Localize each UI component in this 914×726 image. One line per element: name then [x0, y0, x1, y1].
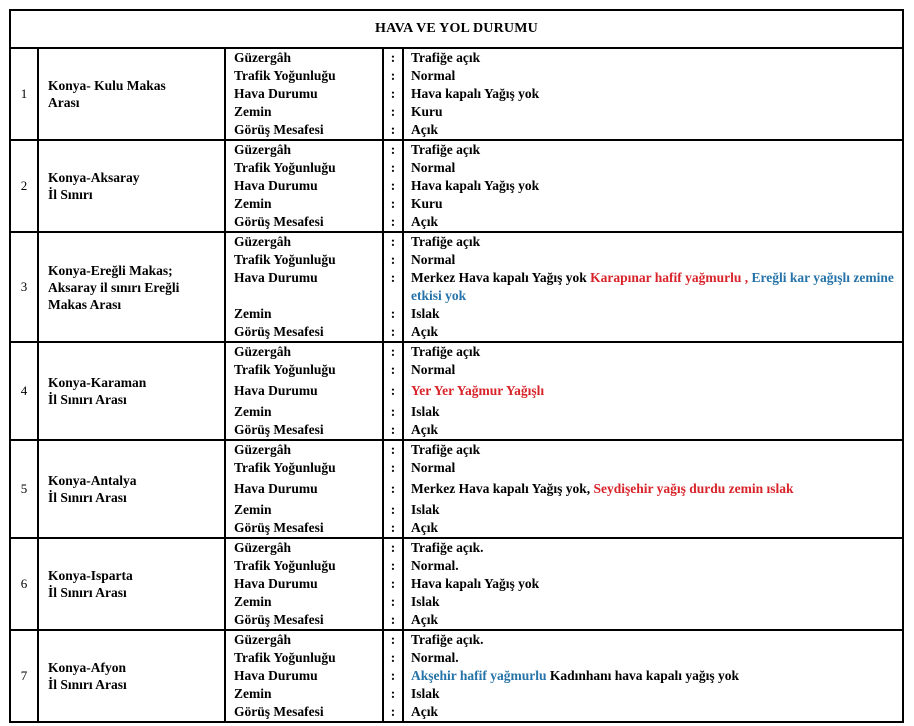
colon-separator: :	[390, 122, 396, 137]
field-separators	[383, 630, 403, 722]
table-row	[10, 630, 903, 722]
field-value-traffic: Normal.	[411, 558, 459, 573]
colon-separator: :	[390, 306, 396, 321]
field-label-weather: Hava Durumu	[234, 576, 318, 591]
weather-text-segment: Karapınar hafif yağmurlu ,	[590, 270, 752, 285]
field-value-weather	[411, 177, 902, 195]
colon-separator: :	[390, 344, 396, 359]
route-name-line: Konya-Isparta	[48, 568, 133, 583]
field-values	[403, 232, 903, 342]
field-label-route: Güzergâh	[234, 632, 291, 647]
field-value-ground: Islak	[411, 306, 440, 321]
route-name-line: Konya-Karaman	[48, 375, 147, 390]
field-value-ground: Kuru	[411, 196, 443, 211]
colon-separator: :	[390, 383, 396, 398]
field-separators	[383, 140, 403, 232]
weather-text-segment: Merkez Hava kapalı Yağış yok,	[411, 481, 594, 496]
field-label-visibility: Görüş Mesafesi	[234, 214, 324, 229]
colon-separator: :	[390, 104, 396, 119]
field-value-visibility: Açık	[411, 122, 438, 137]
table-row	[10, 342, 903, 440]
row-number: 4	[10, 342, 38, 440]
route-name	[38, 140, 225, 232]
field-separators	[383, 440, 403, 538]
weather-text-segment: Ereğli kar yağışlı zemine etkisi yok	[411, 270, 894, 303]
route-name-line: İl Sınırı Arası	[48, 490, 127, 505]
field-label-route: Güzergâh	[234, 442, 291, 457]
field-value-weather	[411, 85, 902, 103]
field-label-traffic: Trafik Yoğunluğu	[234, 650, 336, 665]
route-name-line: Konya-Afyon	[48, 660, 127, 675]
colon-separator: :	[390, 460, 396, 475]
colon-separator: :	[390, 68, 396, 83]
title-row	[10, 10, 903, 48]
weather-text-segment: Yer Yer Yağmur Yağışlı	[411, 383, 545, 398]
colon-separator: :	[390, 362, 396, 377]
colon-separator: :	[390, 520, 396, 535]
colon-separator: :	[390, 668, 396, 683]
field-label-route: Güzergâh	[234, 344, 291, 359]
table-body	[10, 10, 903, 722]
field-label-visibility: Görüş Mesafesi	[234, 422, 324, 437]
field-separators	[383, 232, 403, 342]
field-label-visibility: Görüş Mesafesi	[234, 324, 324, 339]
field-label-visibility: Görüş Mesafesi	[234, 612, 324, 627]
route-name-line: İl Sınırı	[48, 187, 93, 202]
field-value-route: Trafiğe açık	[411, 142, 481, 157]
colon-separator: :	[390, 160, 396, 175]
field-values	[403, 342, 903, 440]
colon-separator: :	[390, 650, 396, 665]
field-value-weather	[411, 269, 902, 305]
route-name-line: Konya-Ereğli Makas;	[48, 262, 173, 278]
field-value-visibility: Açık	[411, 324, 438, 339]
field-label-weather: Hava Durumu	[234, 481, 318, 496]
weather-text-segment: Merkez Hava kapalı Yağış yok	[411, 270, 591, 285]
field-label-visibility: Görüş Mesafesi	[234, 520, 324, 535]
field-value-visibility: Açık	[411, 704, 438, 719]
table-title: HAVA VE YOL DURUMU	[10, 10, 903, 48]
colon-separator: :	[390, 422, 396, 437]
field-value-weather	[411, 575, 902, 593]
field-label-traffic: Trafik Yoğunluğu	[234, 362, 336, 377]
route-name	[38, 342, 225, 440]
field-value-ground: Islak	[411, 686, 440, 701]
field-value-visibility: Açık	[411, 422, 438, 437]
field-value-route: Trafiğe açık	[411, 50, 481, 65]
colon-separator: :	[390, 704, 396, 719]
field-value-ground: Islak	[411, 404, 440, 419]
table-row	[10, 232, 903, 342]
colon-separator: :	[390, 540, 396, 555]
route-name-line: İl Sınırı Arası	[48, 585, 127, 600]
field-values	[403, 440, 903, 538]
colon-separator: :	[390, 142, 396, 157]
field-value-visibility: Açık	[411, 612, 438, 627]
weather-text-segment: Hava kapalı Yağış yok	[411, 178, 540, 193]
field-values	[403, 538, 903, 630]
field-label-traffic: Trafik Yoğunluğu	[234, 252, 336, 267]
field-label-traffic: Trafik Yoğunluğu	[234, 558, 336, 573]
field-label-visibility: Görüş Mesafesi	[234, 122, 324, 137]
field-value-ground: Islak	[411, 594, 440, 609]
field-label-ground: Zemin	[234, 502, 272, 517]
field-label-ground: Zemin	[234, 594, 272, 609]
route-name-line: Aksaray il sınırı Ereğli	[48, 279, 180, 295]
field-labels	[225, 538, 383, 630]
field-value-weather	[411, 667, 902, 685]
field-value-route: Trafiğe açık.	[411, 540, 484, 555]
colon-separator: :	[390, 252, 396, 267]
field-label-weather: Hava Durumu	[234, 383, 318, 398]
field-labels	[225, 342, 383, 440]
field-label-visibility: Görüş Mesafesi	[234, 704, 324, 719]
field-label-traffic: Trafik Yoğunluğu	[234, 460, 336, 475]
table-row	[10, 538, 903, 630]
colon-separator: :	[390, 214, 396, 229]
field-values	[403, 140, 903, 232]
field-separators	[383, 538, 403, 630]
weather-text-segment: Akşehir hafif yağmurlu	[411, 668, 550, 683]
field-label-ground: Zemin	[234, 404, 272, 419]
field-label-route: Güzergâh	[234, 540, 291, 555]
colon-separator: :	[390, 404, 396, 419]
colon-separator: :	[390, 686, 396, 701]
field-values	[403, 630, 903, 722]
route-name	[38, 630, 225, 722]
field-label-route: Güzergâh	[234, 234, 291, 249]
route-name-line: Arası	[48, 95, 80, 110]
route-name-line: Makas Arası	[48, 296, 122, 312]
route-name-line: Konya-Antalya	[48, 473, 137, 488]
field-label-weather: Hava Durumu	[234, 178, 318, 193]
weather-text-segment: Kadınhanı hava kapalı yağış yok	[549, 668, 739, 683]
weather-text-segment: Seydişehir yağış durdu zemin ıslak	[593, 481, 794, 496]
colon-separator: :	[390, 196, 396, 211]
field-value-route: Trafiğe açık.	[411, 632, 484, 647]
colon-separator: :	[390, 576, 396, 591]
field-label-traffic: Trafik Yoğunluğu	[234, 160, 336, 175]
route-name	[38, 440, 225, 538]
weather-text-segment: Hava kapalı Yağış yok	[411, 86, 540, 101]
field-value-weather	[411, 379, 902, 403]
row-number: 6	[10, 538, 38, 630]
row-number: 1	[10, 48, 38, 140]
route-name-line: Konya- Kulu Makas	[48, 78, 166, 93]
route-name-line: İl Sınırı Arası	[48, 392, 127, 407]
field-value-traffic: Normal	[411, 160, 456, 175]
field-labels	[225, 232, 383, 342]
field-value-ground: Kuru	[411, 104, 443, 119]
field-label-route: Güzergâh	[234, 142, 291, 157]
colon-separator: :	[390, 324, 396, 339]
row-number: 2	[10, 140, 38, 232]
road-weather-table	[9, 9, 904, 723]
route-name	[38, 232, 225, 342]
field-value-weather	[411, 477, 902, 501]
route-name	[38, 48, 225, 140]
field-value-route: Trafiğe açık	[411, 442, 481, 457]
field-label-ground: Zemin	[234, 104, 272, 119]
row-number: 3	[10, 232, 38, 342]
colon-separator: :	[390, 86, 396, 101]
colon-separator: :	[390, 442, 396, 457]
field-value-traffic: Normal	[411, 68, 456, 83]
route-name	[38, 538, 225, 630]
field-value-route: Trafiğe açık	[411, 234, 481, 249]
colon-separator: :	[390, 632, 396, 647]
field-value-ground: Islak	[411, 502, 440, 517]
field-value-traffic: Normal.	[411, 650, 459, 665]
colon-separator: :	[390, 178, 396, 193]
field-label-ground: Zemin	[234, 196, 272, 211]
field-labels	[225, 140, 383, 232]
colon-separator: :	[390, 594, 396, 609]
field-value-traffic: Normal	[411, 362, 456, 377]
field-labels	[225, 630, 383, 722]
field-label-weather: Hava Durumu	[234, 270, 318, 285]
road-weather-report	[9, 9, 904, 723]
colon-separator: :	[390, 558, 396, 573]
field-value-traffic: Normal	[411, 252, 456, 267]
colon-separator: :	[390, 612, 396, 627]
colon-separator: :	[390, 50, 396, 65]
field-label-ground: Zemin	[234, 306, 272, 321]
colon-separator: :	[390, 481, 396, 496]
colon-separator: :	[390, 270, 396, 285]
field-labels	[225, 440, 383, 538]
field-separators	[383, 342, 403, 440]
field-label-traffic: Trafik Yoğunluğu	[234, 68, 336, 83]
field-label-route: Güzergâh	[234, 50, 291, 65]
route-name-line: Konya-Aksaray	[48, 170, 140, 185]
field-labels	[225, 48, 383, 140]
table-row	[10, 48, 903, 140]
weather-text-segment: Hava kapalı Yağış yok	[411, 576, 540, 591]
table-row	[10, 440, 903, 538]
field-separators	[383, 48, 403, 140]
colon-separator: :	[390, 502, 396, 517]
field-value-route: Trafiğe açık	[411, 344, 481, 359]
field-value-visibility: Açık	[411, 520, 438, 535]
field-label-weather: Hava Durumu	[234, 86, 318, 101]
row-number: 7	[10, 630, 38, 722]
field-values	[403, 48, 903, 140]
field-value-visibility: Açık	[411, 214, 438, 229]
route-name-line: İl Sınırı Arası	[48, 677, 127, 692]
colon-separator: :	[390, 234, 396, 249]
field-label-weather: Hava Durumu	[234, 668, 318, 683]
field-value-traffic: Normal	[411, 460, 456, 475]
field-label-ground: Zemin	[234, 686, 272, 701]
row-number: 5	[10, 440, 38, 538]
table-row	[10, 140, 903, 232]
